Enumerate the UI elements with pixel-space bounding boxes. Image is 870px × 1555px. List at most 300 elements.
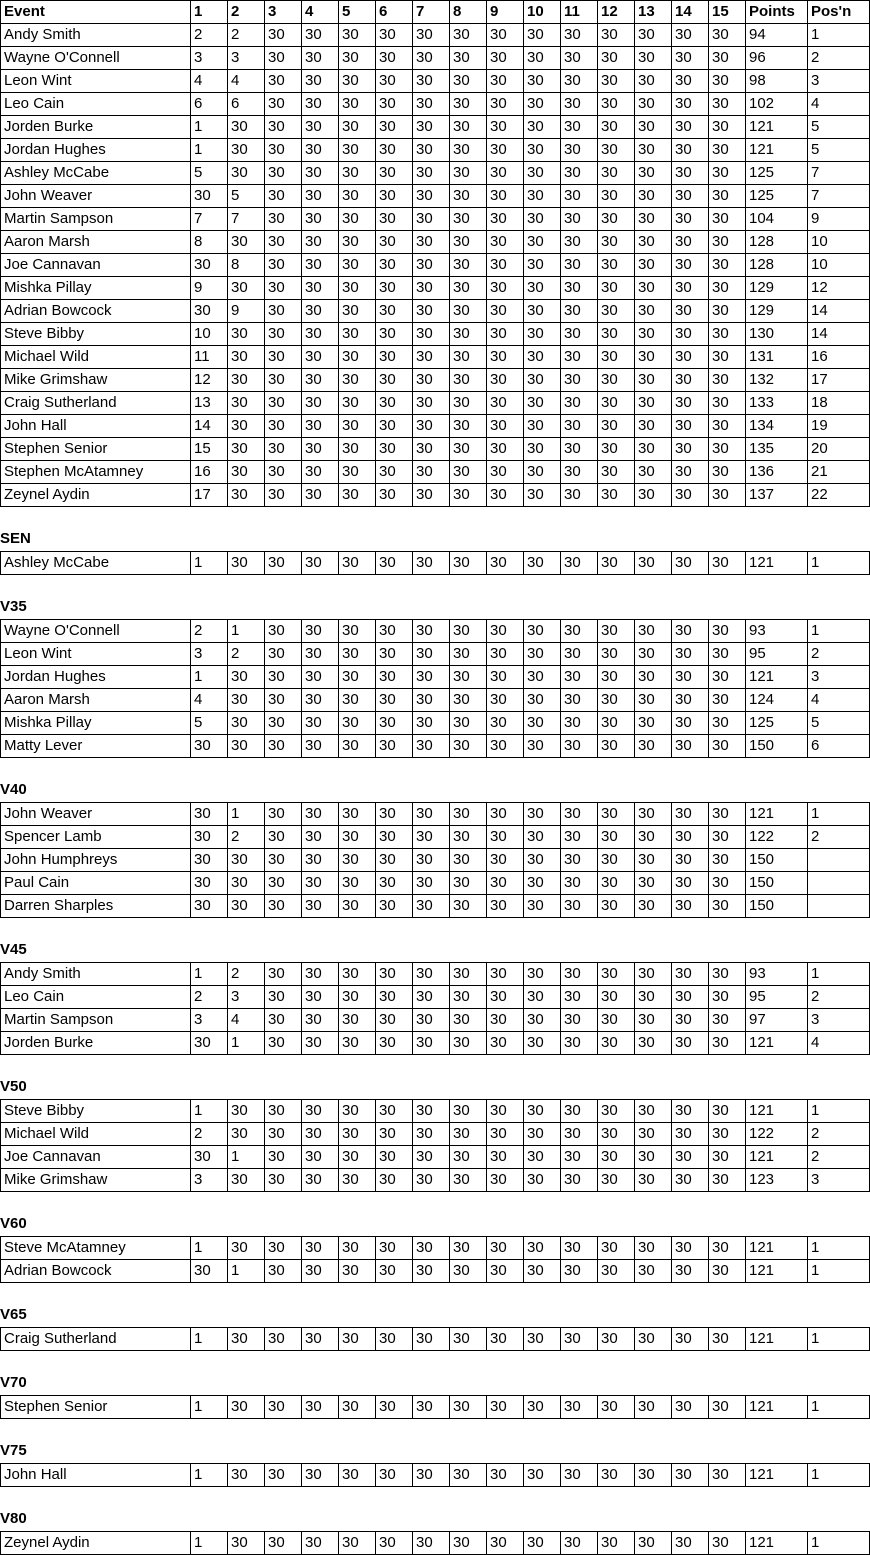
round-score: 30 xyxy=(413,803,450,826)
round-score: 30 xyxy=(524,1260,561,1283)
round-score: 30 xyxy=(598,826,635,849)
round-score: 30 xyxy=(524,1169,561,1192)
round-score: 2 xyxy=(191,1123,228,1146)
competitor-name: Spencer Lamb xyxy=(1,826,191,849)
round-score: 2 xyxy=(191,620,228,643)
round-score: 30 xyxy=(376,139,413,162)
round-score: 30 xyxy=(339,438,376,461)
round-score: 30 xyxy=(672,666,709,689)
round-score: 30 xyxy=(487,70,524,93)
round-score: 30 xyxy=(376,666,413,689)
position: 3 xyxy=(808,1169,870,1192)
position: 10 xyxy=(808,254,870,277)
round-score: 30 xyxy=(450,254,487,277)
round-score: 30 xyxy=(672,1169,709,1192)
round-score: 30 xyxy=(265,1009,302,1032)
round-score: 30 xyxy=(598,139,635,162)
round-score: 30 xyxy=(672,895,709,918)
round-score: 30 xyxy=(635,872,672,895)
round-score: 30 xyxy=(450,1146,487,1169)
round-score: 30 xyxy=(709,1169,746,1192)
round-score: 30 xyxy=(302,1032,339,1055)
round-score: 30 xyxy=(376,323,413,346)
round-score: 30 xyxy=(709,277,746,300)
total-points: 122 xyxy=(746,1123,808,1146)
round-score: 30 xyxy=(339,1237,376,1260)
round-score: 30 xyxy=(598,24,635,47)
round-score: 30 xyxy=(672,849,709,872)
round-score: 30 xyxy=(228,116,265,139)
round-score: 30 xyxy=(598,666,635,689)
round-score: 30 xyxy=(450,392,487,415)
round-score: 30 xyxy=(450,735,487,758)
round-score: 30 xyxy=(339,231,376,254)
position: 1 xyxy=(808,552,870,575)
header-round-14: 14 xyxy=(672,1,709,24)
position: 2 xyxy=(808,1146,870,1169)
round-score: 30 xyxy=(709,415,746,438)
round-score: 30 xyxy=(191,1146,228,1169)
position: 1 xyxy=(808,620,870,643)
round-score: 30 xyxy=(524,1032,561,1055)
round-score: 30 xyxy=(265,849,302,872)
round-score: 30 xyxy=(302,1396,339,1419)
round-score: 2 xyxy=(228,826,265,849)
round-score: 1 xyxy=(228,803,265,826)
round-score: 30 xyxy=(598,1032,635,1055)
round-score: 30 xyxy=(487,47,524,70)
round-score: 30 xyxy=(672,735,709,758)
round-score: 30 xyxy=(413,620,450,643)
competitor-name: Michael Wild xyxy=(1,1123,191,1146)
round-score: 30 xyxy=(302,552,339,575)
round-score: 30 xyxy=(598,323,635,346)
round-score: 30 xyxy=(598,1260,635,1283)
total-points: 121 xyxy=(746,552,808,575)
results-table xyxy=(0,551,870,575)
round-score: 30 xyxy=(561,300,598,323)
round-score: 30 xyxy=(339,323,376,346)
competitor-name: Martin Sampson xyxy=(1,208,191,231)
table-header-row xyxy=(1,1,870,24)
round-score: 30 xyxy=(376,1169,413,1192)
round-score: 30 xyxy=(413,1237,450,1260)
round-score: 30 xyxy=(228,323,265,346)
round-score: 30 xyxy=(598,162,635,185)
results-table xyxy=(0,1395,870,1419)
round-score: 30 xyxy=(302,895,339,918)
round-score: 30 xyxy=(228,552,265,575)
round-score: 30 xyxy=(191,826,228,849)
round-score: 30 xyxy=(487,872,524,895)
round-score: 30 xyxy=(302,643,339,666)
total-points: 150 xyxy=(746,849,808,872)
round-score: 30 xyxy=(672,986,709,1009)
table-row xyxy=(1,712,870,735)
round-score: 30 xyxy=(635,369,672,392)
round-score: 30 xyxy=(709,116,746,139)
round-score: 30 xyxy=(709,620,746,643)
position xyxy=(808,895,870,918)
total-points: 129 xyxy=(746,300,808,323)
round-score: 30 xyxy=(672,369,709,392)
section-title: V80 xyxy=(0,1510,27,1527)
round-score: 30 xyxy=(598,1396,635,1419)
round-score: 30 xyxy=(672,461,709,484)
round-score: 30 xyxy=(302,323,339,346)
round-score: 30 xyxy=(265,1396,302,1419)
competitor-name: Leo Cain xyxy=(1,93,191,116)
round-score: 30 xyxy=(672,643,709,666)
total-points: 122 xyxy=(746,826,808,849)
round-score: 30 xyxy=(635,1260,672,1283)
round-score: 30 xyxy=(191,895,228,918)
table-row xyxy=(1,438,870,461)
round-score: 30 xyxy=(487,803,524,826)
table-row xyxy=(1,254,870,277)
round-score: 30 xyxy=(709,666,746,689)
table-row xyxy=(1,1009,870,1032)
round-score: 30 xyxy=(635,620,672,643)
round-score: 30 xyxy=(709,70,746,93)
round-score: 30 xyxy=(561,415,598,438)
round-score: 30 xyxy=(302,1237,339,1260)
table-row xyxy=(1,1123,870,1146)
round-score: 30 xyxy=(635,346,672,369)
round-score: 30 xyxy=(413,323,450,346)
table-row xyxy=(1,162,870,185)
round-score: 30 xyxy=(450,139,487,162)
total-points: 123 xyxy=(746,1169,808,1192)
round-score: 30 xyxy=(302,277,339,300)
round-score: 30 xyxy=(265,689,302,712)
round-score: 30 xyxy=(598,963,635,986)
competitor-name: Ashley McCabe xyxy=(1,552,191,575)
round-score: 30 xyxy=(672,139,709,162)
round-score: 30 xyxy=(635,300,672,323)
round-score: 30 xyxy=(302,1146,339,1169)
round-score: 30 xyxy=(413,231,450,254)
table-row xyxy=(1,826,870,849)
results-table xyxy=(0,962,870,1055)
position: 1 xyxy=(808,1396,870,1419)
round-score: 30 xyxy=(339,254,376,277)
round-score: 30 xyxy=(598,1146,635,1169)
round-score: 30 xyxy=(265,826,302,849)
round-score: 30 xyxy=(413,1328,450,1351)
round-score: 30 xyxy=(709,1009,746,1032)
round-score: 30 xyxy=(635,1032,672,1055)
round-score: 30 xyxy=(598,277,635,300)
position: 2 xyxy=(808,1123,870,1146)
round-score: 30 xyxy=(413,1100,450,1123)
section-title: V75 xyxy=(0,1442,27,1459)
round-score: 30 xyxy=(524,1237,561,1260)
section-title: V40 xyxy=(0,781,27,798)
round-score: 30 xyxy=(598,185,635,208)
round-score: 30 xyxy=(487,415,524,438)
competitor-name: Steve McAtamney xyxy=(1,1237,191,1260)
round-score: 30 xyxy=(524,666,561,689)
competitor-name: Paul Cain xyxy=(1,872,191,895)
table-row xyxy=(1,24,870,47)
round-score: 30 xyxy=(524,24,561,47)
round-score: 30 xyxy=(265,552,302,575)
round-score: 30 xyxy=(450,1260,487,1283)
round-score: 4 xyxy=(191,70,228,93)
round-score: 30 xyxy=(339,689,376,712)
round-score: 30 xyxy=(709,1100,746,1123)
round-score: 30 xyxy=(561,162,598,185)
round-score: 30 xyxy=(598,986,635,1009)
table-row xyxy=(1,185,870,208)
round-score: 30 xyxy=(709,392,746,415)
round-score: 30 xyxy=(228,712,265,735)
round-score: 30 xyxy=(339,1123,376,1146)
round-score: 1 xyxy=(228,1032,265,1055)
total-points: 125 xyxy=(746,185,808,208)
round-score: 2 xyxy=(228,24,265,47)
round-score: 30 xyxy=(635,1328,672,1351)
round-score: 30 xyxy=(302,139,339,162)
position: 21 xyxy=(808,461,870,484)
round-score: 30 xyxy=(487,689,524,712)
round-score: 30 xyxy=(561,872,598,895)
round-score: 30 xyxy=(524,254,561,277)
round-score: 30 xyxy=(228,369,265,392)
round-score: 30 xyxy=(450,643,487,666)
round-score: 6 xyxy=(191,93,228,116)
round-score: 30 xyxy=(487,1237,524,1260)
round-score: 30 xyxy=(487,1464,524,1487)
round-score: 30 xyxy=(709,552,746,575)
round-score: 30 xyxy=(598,1169,635,1192)
round-score: 30 xyxy=(302,803,339,826)
position: 10 xyxy=(808,231,870,254)
round-score: 30 xyxy=(450,803,487,826)
round-score: 30 xyxy=(561,24,598,47)
round-score: 30 xyxy=(265,461,302,484)
round-score: 30 xyxy=(339,47,376,70)
round-score: 30 xyxy=(709,438,746,461)
round-score: 30 xyxy=(487,1260,524,1283)
round-score: 30 xyxy=(672,323,709,346)
round-score: 30 xyxy=(413,1532,450,1555)
position: 18 xyxy=(808,392,870,415)
round-score: 30 xyxy=(302,826,339,849)
round-score: 30 xyxy=(635,208,672,231)
round-score: 30 xyxy=(376,254,413,277)
position: 7 xyxy=(808,162,870,185)
round-score: 30 xyxy=(265,392,302,415)
results-table xyxy=(0,0,870,507)
round-score: 30 xyxy=(709,1328,746,1351)
header-round-7: 7 xyxy=(413,1,450,24)
round-score: 30 xyxy=(598,70,635,93)
round-score: 16 xyxy=(191,461,228,484)
table-row xyxy=(1,895,870,918)
competitor-name: Leon Wint xyxy=(1,70,191,93)
round-score: 30 xyxy=(376,208,413,231)
round-score: 30 xyxy=(450,1328,487,1351)
round-score: 11 xyxy=(191,346,228,369)
round-score: 30 xyxy=(672,826,709,849)
round-score: 30 xyxy=(413,666,450,689)
round-score: 30 xyxy=(413,1009,450,1032)
round-score: 30 xyxy=(487,461,524,484)
round-score: 30 xyxy=(598,849,635,872)
round-score: 30 xyxy=(709,47,746,70)
round-score: 30 xyxy=(450,162,487,185)
competitor-name: Andy Smith xyxy=(1,24,191,47)
round-score: 1 xyxy=(191,116,228,139)
round-score: 30 xyxy=(672,415,709,438)
position: 3 xyxy=(808,70,870,93)
round-score: 10 xyxy=(191,323,228,346)
round-score: 30 xyxy=(635,552,672,575)
header-points: Points xyxy=(746,1,808,24)
total-points: 121 xyxy=(746,1100,808,1123)
round-score: 4 xyxy=(228,1009,265,1032)
round-score: 30 xyxy=(524,735,561,758)
round-score: 3 xyxy=(191,47,228,70)
round-score: 30 xyxy=(265,986,302,1009)
round-score: 30 xyxy=(487,208,524,231)
round-score: 30 xyxy=(302,1009,339,1032)
round-score: 8 xyxy=(191,231,228,254)
total-points: 121 xyxy=(746,1146,808,1169)
round-score: 30 xyxy=(598,93,635,116)
round-score: 30 xyxy=(265,323,302,346)
round-score: 30 xyxy=(339,1396,376,1419)
round-score: 30 xyxy=(265,1260,302,1283)
competitor-name: Craig Sutherland xyxy=(1,392,191,415)
round-score: 30 xyxy=(265,415,302,438)
round-score: 30 xyxy=(709,895,746,918)
round-score: 30 xyxy=(709,1237,746,1260)
round-score: 9 xyxy=(228,300,265,323)
table-row xyxy=(1,1532,870,1555)
round-score: 30 xyxy=(376,93,413,116)
round-score: 30 xyxy=(598,369,635,392)
round-score: 30 xyxy=(635,666,672,689)
header-round-10: 10 xyxy=(524,1,561,24)
round-score: 30 xyxy=(450,872,487,895)
round-score: 30 xyxy=(376,620,413,643)
table-row xyxy=(1,1169,870,1192)
total-points: 121 xyxy=(746,666,808,689)
position: 1 xyxy=(808,1328,870,1351)
round-score: 30 xyxy=(561,461,598,484)
round-score: 30 xyxy=(339,24,376,47)
round-score: 30 xyxy=(635,323,672,346)
round-score: 30 xyxy=(265,277,302,300)
round-score: 30 xyxy=(450,1464,487,1487)
round-score: 30 xyxy=(524,208,561,231)
table-row xyxy=(1,1100,870,1123)
round-score: 30 xyxy=(413,643,450,666)
competitor-name: Mike Grimshaw xyxy=(1,369,191,392)
round-score: 30 xyxy=(265,24,302,47)
round-score: 30 xyxy=(635,1123,672,1146)
round-score: 30 xyxy=(265,369,302,392)
total-points: 121 xyxy=(746,1260,808,1283)
round-score: 30 xyxy=(302,70,339,93)
round-score: 30 xyxy=(339,1169,376,1192)
round-score: 30 xyxy=(709,231,746,254)
round-score: 30 xyxy=(709,986,746,1009)
round-score: 30 xyxy=(376,300,413,323)
round-score: 30 xyxy=(339,1032,376,1055)
round-score: 30 xyxy=(413,735,450,758)
competitor-name: Leo Cain xyxy=(1,986,191,1009)
round-score: 30 xyxy=(450,895,487,918)
round-score: 30 xyxy=(635,1237,672,1260)
round-score: 30 xyxy=(709,1146,746,1169)
position: 7 xyxy=(808,185,870,208)
round-score: 30 xyxy=(302,735,339,758)
round-score: 30 xyxy=(561,185,598,208)
round-score: 30 xyxy=(561,231,598,254)
round-score: 30 xyxy=(561,438,598,461)
table-row xyxy=(1,1396,870,1419)
results-table xyxy=(0,619,870,758)
competitor-name: Zeynel Aydin xyxy=(1,484,191,507)
round-score: 30 xyxy=(413,849,450,872)
round-score: 30 xyxy=(561,552,598,575)
round-score: 30 xyxy=(672,620,709,643)
round-score: 30 xyxy=(709,346,746,369)
round-score: 30 xyxy=(228,346,265,369)
round-score: 30 xyxy=(487,1169,524,1192)
round-score: 30 xyxy=(450,438,487,461)
round-score: 30 xyxy=(635,139,672,162)
round-score: 30 xyxy=(228,392,265,415)
total-points: 150 xyxy=(746,872,808,895)
round-score: 30 xyxy=(302,254,339,277)
round-score: 30 xyxy=(561,369,598,392)
round-score: 30 xyxy=(339,826,376,849)
round-score: 30 xyxy=(413,872,450,895)
round-score: 30 xyxy=(672,1464,709,1487)
total-points: 97 xyxy=(746,1009,808,1032)
round-score: 30 xyxy=(524,139,561,162)
round-score: 30 xyxy=(265,803,302,826)
section-spacer xyxy=(0,918,805,940)
total-points: 124 xyxy=(746,689,808,712)
round-score: 30 xyxy=(228,1396,265,1419)
round-score: 30 xyxy=(561,1169,598,1192)
round-score: 30 xyxy=(561,484,598,507)
round-score: 30 xyxy=(302,208,339,231)
round-score: 30 xyxy=(265,162,302,185)
round-score: 30 xyxy=(413,47,450,70)
competitor-name: Zeynel Aydin xyxy=(1,1532,191,1555)
round-score: 30 xyxy=(635,392,672,415)
round-score: 30 xyxy=(561,1100,598,1123)
results-table xyxy=(0,1236,870,1283)
round-score: 30 xyxy=(228,849,265,872)
round-score: 30 xyxy=(709,643,746,666)
round-score: 30 xyxy=(339,620,376,643)
position: 2 xyxy=(808,47,870,70)
round-score: 30 xyxy=(598,803,635,826)
round-score: 30 xyxy=(672,1396,709,1419)
round-score: 30 xyxy=(487,346,524,369)
round-score: 30 xyxy=(561,895,598,918)
round-score: 1 xyxy=(191,552,228,575)
competitor-name: Steve Bibby xyxy=(1,1100,191,1123)
